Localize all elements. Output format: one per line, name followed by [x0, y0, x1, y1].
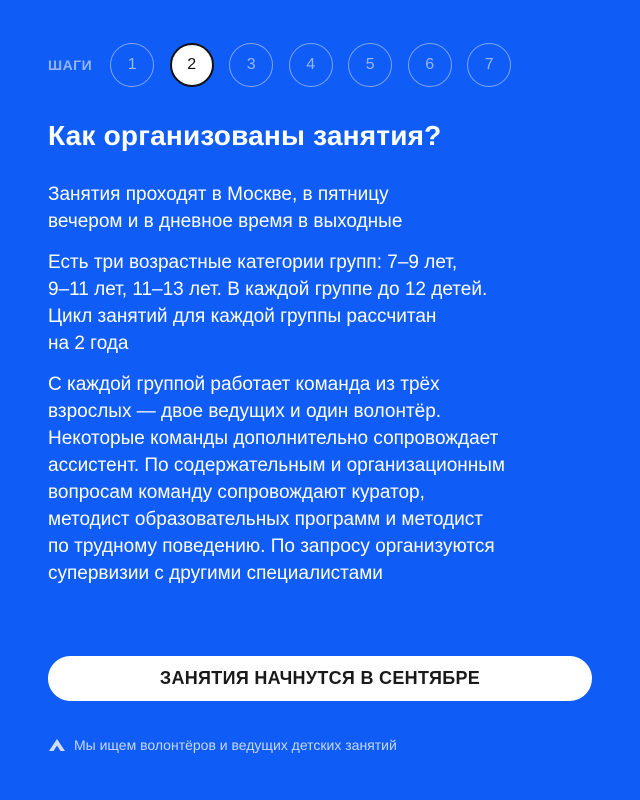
steps-label: ШАГИ [48, 57, 93, 73]
steps-nav [48, 43, 527, 87]
start-date-button[interactable]: ЗАНЯТИЯ НАЧНУТСЯ В СЕНТЯБРЕ [48, 656, 592, 701]
content [48, 181, 608, 601]
footer-text: Мы ищем волонтёров и ведущих детских занятий [74, 737, 397, 753]
page-title: Как организованы занятия? [48, 120, 442, 151]
step-7[interactable]: 7 [467, 43, 511, 87]
step-3[interactable]: 3 [229, 43, 273, 87]
step-5[interactable]: 5 [348, 43, 392, 87]
step-6[interactable]: 6 [408, 43, 452, 87]
paragraph-schedule: Занятия проходят в Москве, в пятницу вечером и в дневное время в выходные [48, 184, 403, 232]
paragraph-team: С каждой группой работает команда из трёх взрослых — двое ведущих и один волонтёр. Некоторые команды дополнительно сопровождает ассистент. По содержательным и организационным вопросам команду сопровождают куратор, методист образовательных программ и методист по трудному поведению. По запросу организуются супервизии с другими специалистами [48, 374, 505, 584]
step-1[interactable]: 1 [110, 43, 154, 87]
paragraph-groups: Есть три возрастные категории групп: 7–9 лет, 9–11 лет, 11–13 лет. В каждой группе до 12 детей. Цикл занятий для каждой группы рассчитан на 2 года [48, 252, 488, 354]
footer [48, 737, 397, 753]
step-2-active[interactable]: 2 [170, 43, 214, 87]
logo-icon [48, 738, 66, 752]
step-4[interactable]: 4 [289, 43, 333, 87]
